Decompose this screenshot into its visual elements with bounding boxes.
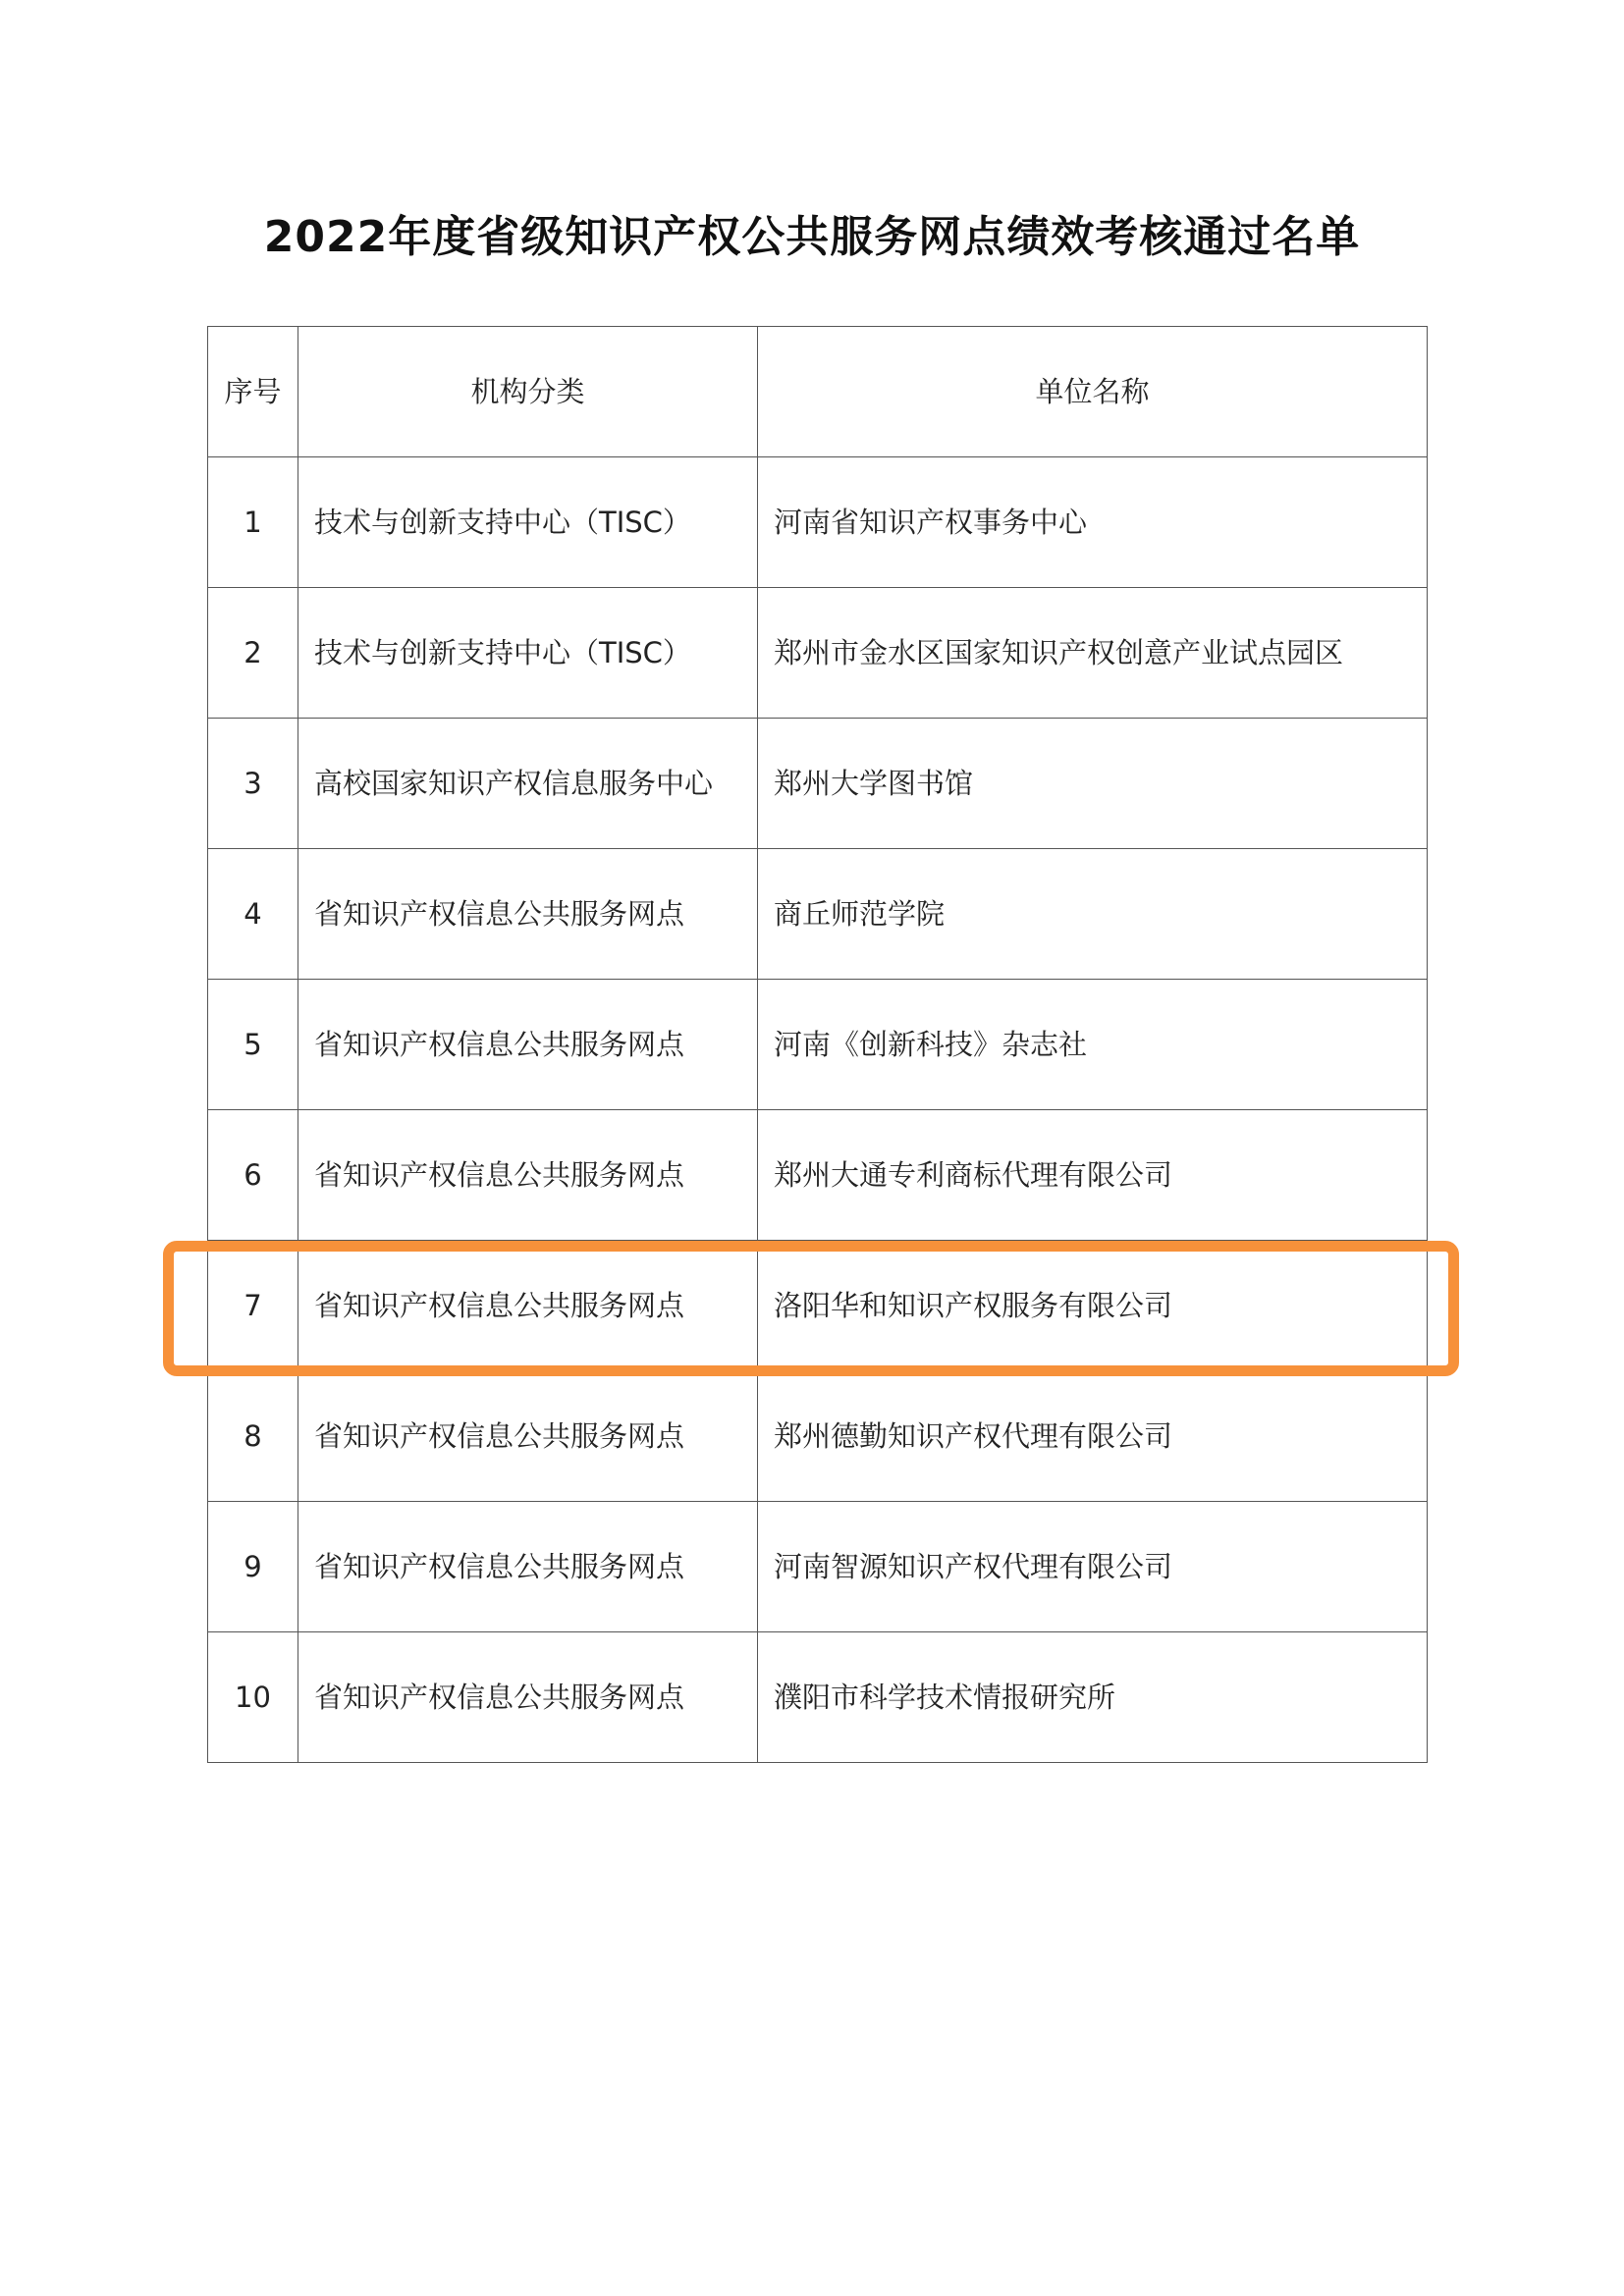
row-no: 4: [208, 849, 298, 980]
table-row: [208, 1110, 1428, 1241]
row-no: 3: [208, 719, 298, 849]
row-no: 8: [208, 1371, 298, 1502]
table-header-row: [208, 327, 1428, 457]
table-row: [208, 849, 1428, 980]
header-category: 机构分类: [298, 327, 758, 457]
row-name: 郑州德勤知识产权代理有限公司: [758, 1371, 1428, 1502]
table-row: [208, 980, 1428, 1110]
page-title: 2022年度省级知识产权公共服务网点绩效考核通过名单: [263, 212, 1361, 262]
row-category: 省知识产权信息公共服务网点: [298, 1371, 758, 1502]
row-name: 河南智源知识产权代理有限公司: [758, 1502, 1428, 1632]
row-no: 7: [208, 1241, 298, 1371]
header-name: 单位名称: [758, 327, 1428, 457]
row-category: 技术与创新支持中心（TISC）: [298, 588, 758, 719]
table-row: [208, 588, 1428, 719]
row-no: 10: [208, 1632, 298, 1763]
row-category: 省知识产权信息公共服务网点: [298, 980, 758, 1110]
table-row: [208, 1632, 1428, 1763]
row-name: 洛阳华和知识产权服务有限公司: [758, 1241, 1428, 1371]
row-name: 郑州大学图书馆: [758, 719, 1428, 849]
row-no: 2: [208, 588, 298, 719]
row-name: 郑州市金水区国家知识产权创意产业试点园区: [758, 588, 1428, 719]
results-table: [207, 326, 1428, 1763]
row-category: 省知识产权信息公共服务网点: [298, 1241, 758, 1371]
header-no: 序号: [208, 327, 298, 457]
row-name: 濮阳市科学技术情报研究所: [758, 1632, 1428, 1763]
row-no: 1: [208, 457, 298, 588]
row-no: 6: [208, 1110, 298, 1241]
row-name: 河南省知识产权事务中心: [758, 457, 1428, 588]
row-name: 郑州大通专利商标代理有限公司: [758, 1110, 1428, 1241]
row-category: 省知识产权信息公共服务网点: [298, 1502, 758, 1632]
row-category: 技术与创新支持中心（TISC）: [298, 457, 758, 588]
highlight-annotation-box: [163, 1241, 1459, 1376]
row-category: 高校国家知识产权信息服务中心: [298, 719, 758, 849]
row-name: 商丘师范学院: [758, 849, 1428, 980]
row-name: 河南《创新科技》杂志社: [758, 980, 1428, 1110]
row-category: 省知识产权信息公共服务网点: [298, 849, 758, 980]
row-no: 5: [208, 980, 298, 1110]
table-row: [208, 1371, 1428, 1502]
row-category: 省知识产权信息公共服务网点: [298, 1632, 758, 1763]
row-no: 9: [208, 1502, 298, 1632]
table-row: [208, 719, 1428, 849]
table-row: [208, 457, 1428, 588]
table-row: [208, 1502, 1428, 1632]
row-category: 省知识产权信息公共服务网点: [298, 1110, 758, 1241]
